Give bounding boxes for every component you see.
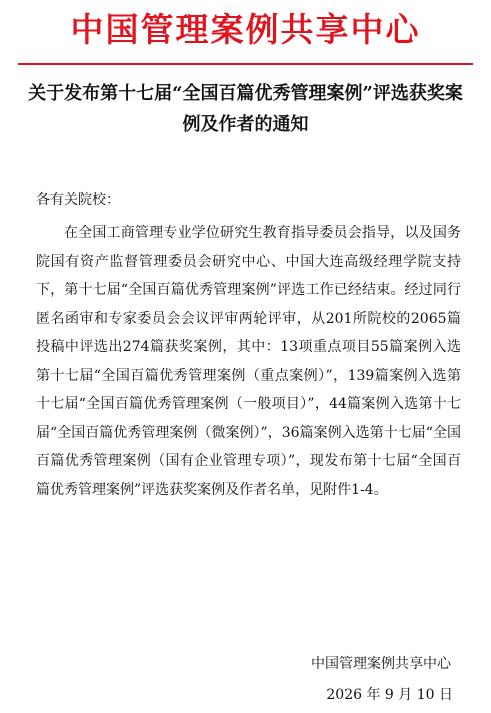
notice-body-paragraph: 在全国工商管理专业学位研究生教育指导委员会指导，以及国务院国有资产监督管理委员会研究中心、中国大连高级经理学院支持下，第十七届“全国百篇优秀管理案例”评选工作已经结束。经过同行匿名函审和专家委员会会议评审两轮评审，从201所院校的2065篇投稿中评选出274篇获奖案例，其中：13项重点项目55篇案例入选第十七届“全国百篇优秀管理案例（重点案例）”，139篇案例入选第十七届“全国百篇优秀管理案例（一般项目）”，44篇案例入选第十七届“全国百篇优秀管理案例（微案例）”，36篇案例入选第十七届“全国百篇优秀管理案例（国有企业管理专项）”，现发布第十七届“全国百篇优秀管理案例”评选获奖案例及作者名单，见附件1-4。	[36, 225, 461, 498]
issuer-signature: 中国管理案例共享中心	[311, 656, 451, 672]
organization-header-title: 中国管理案例共享中心	[70, 10, 421, 49]
notice-title: 关于发布第十七届“全国百篇优秀管理案例”评选获奖案例及作者的通知	[28, 83, 463, 135]
header-divider	[18, 63, 473, 65]
issue-date: 2026 年 9 月 10 日	[326, 687, 453, 703]
salutation: 各有关院校：	[36, 192, 120, 208]
